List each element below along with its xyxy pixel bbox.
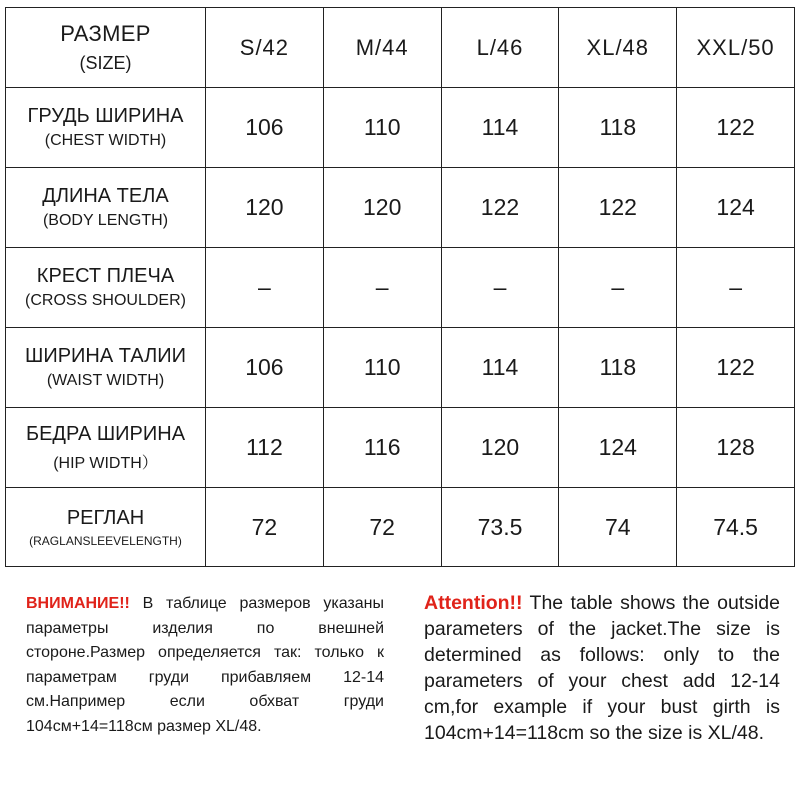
param-label-cell (6, 328, 206, 408)
table-cell: 118 (559, 88, 677, 168)
header-size-xl: XL/48 (559, 8, 677, 88)
param-label-ru: БЕДРА ШИРИНА (25, 422, 186, 445)
table-cell: 114 (441, 328, 559, 408)
table-cell: – (441, 248, 559, 328)
table-cell: 110 (323, 328, 441, 408)
table-cell: 122 (677, 88, 795, 168)
table-cell: 124 (677, 168, 795, 248)
notes-section (0, 590, 800, 800)
note-en-text: The table shows the outside parameters of the jacket.The size is determined as follows: only to the parameters of your chest add 12-14 cm,for example if your bust girth is 104cm+14=118cm so the size is XL/48. (424, 592, 780, 744)
table-cell: 72 (323, 488, 441, 567)
param-label-en: (CROSS SHOULDER) (25, 292, 186, 309)
table-cell: 74 (559, 488, 677, 567)
table-cell: 122 (677, 328, 795, 408)
param-label-en: (BODY LENGTH) (42, 212, 169, 229)
table-cell: 74.5 (677, 488, 795, 567)
header-size-ru: РАЗМЕР (60, 21, 151, 46)
table-row-raglan (6, 488, 795, 567)
table-cell: 112 (206, 408, 324, 488)
note-russian (26, 592, 384, 739)
table-row-body-length (6, 168, 795, 248)
size-chart-table (5, 7, 795, 567)
param-label-cell (6, 248, 206, 328)
param-label-ru: ДЛИНА ТЕЛА (42, 185, 169, 207)
param-label-cell (6, 408, 206, 488)
table-cell: – (206, 248, 324, 328)
table-cell: 124 (559, 408, 677, 488)
table-row-waist-width (6, 328, 795, 408)
table-cell: 106 (206, 328, 324, 408)
table-cell: 110 (323, 88, 441, 168)
header-size-l: L/46 (441, 8, 559, 88)
table-cell: – (323, 248, 441, 328)
note-en-heading: Attention!! (424, 592, 523, 614)
table-cell: 73.5 (441, 488, 559, 567)
table-row-chest-width (6, 88, 795, 168)
param-label-en: (WAIST WIDTH) (46, 372, 165, 389)
table-row-hip-width (6, 408, 795, 488)
table-cell: 122 (559, 168, 677, 248)
param-label-en: (CHEST WIDTH) (44, 132, 167, 149)
param-label-cell (6, 88, 206, 168)
table-cell: – (559, 248, 677, 328)
param-label-cell (6, 168, 206, 248)
param-label-ru: РЕГЛАН (66, 506, 145, 529)
table-cell: 106 (206, 88, 324, 168)
table-cell: 122 (441, 168, 559, 248)
header-size-xxl: XXL/50 (677, 8, 795, 88)
table-cell: 120 (441, 408, 559, 488)
table-cell: 128 (677, 408, 795, 488)
header-size-en: (SIZE) (79, 53, 132, 73)
table-cell: 118 (559, 328, 677, 408)
param-label-en: (RAGLANSLEEVELENGTH) (29, 533, 182, 548)
note-ru-text: В таблице размеров указаны параметры изделия по внешней стороне.Размер определяется так: только к параметрам груди прибавляем 12-14 см.Например если обхват груди 104см+14=118см размер XL/48. (26, 595, 384, 735)
note-ru-heading: ВНИМАНИЕ!! (26, 595, 130, 612)
table-cell: 120 (323, 168, 441, 248)
table-row-cross-shoulder (6, 248, 795, 328)
param-label-cell (6, 488, 206, 567)
header-size-cell (6, 8, 206, 88)
param-label-ru: ШИРИНА ТАЛИИ (25, 345, 186, 367)
param-label-ru: ГРУДЬ ШИРИНА (27, 105, 184, 127)
table-cell: 114 (441, 88, 559, 168)
param-label-en: (HIP WIDTH） (53, 454, 158, 472)
table-cell: 116 (323, 408, 441, 488)
header-size-m: M/44 (323, 8, 441, 88)
table-cell: – (677, 248, 795, 328)
table-cell: 72 (206, 488, 324, 567)
param-label-ru: КРЕСТ ПЛЕЧА (36, 265, 175, 287)
header-size-s: S/42 (206, 8, 324, 88)
note-english (424, 590, 780, 746)
table-cell: 120 (206, 168, 324, 248)
table-header-row (6, 8, 795, 88)
